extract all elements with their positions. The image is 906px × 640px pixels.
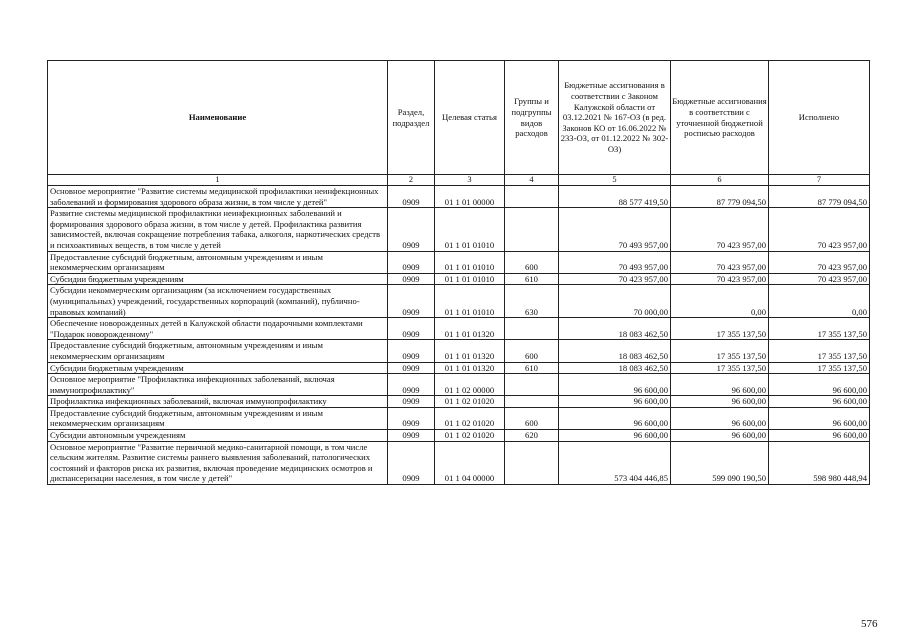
row-name: Основное мероприятие "Развитие первичной медико-санитарной помощи, в том числе сельским жителям. Развитие системы раннего выявления заболеваний, патологических состояний и факторов риска их развития, включая проведение медицинских осмотров и диспансеризации населения, в том числе у детей" (48, 441, 388, 484)
header-target: Целевая статья (435, 61, 505, 175)
column-number: 2 (388, 175, 435, 186)
column-number: 1 (48, 175, 388, 186)
header-budget-refined: Бюджетные ассигнования в соответствии с уточненной бюджетной росписью расходов (671, 61, 769, 175)
row-target: 01 1 04 00000 (435, 441, 505, 484)
row-executed: 70 423 957,00 (769, 273, 870, 285)
table-row (48, 186, 870, 208)
table-row (48, 407, 870, 429)
row-budget-refined: 96 600,00 (671, 407, 769, 429)
column-number: 6 (671, 175, 769, 186)
row-name: Предоставление субсидий бюджетным, автономным учреждениям и иным некоммерческим организациям (48, 340, 388, 362)
row-name: Развитие системы медицинской профилактики неинфекционных заболеваний и формирования здорового образа жизни, в том числе у детей. Профилактика развития зависимостей, включая сокращение потребления табака, алкоголя, наркотических средств и психоактивных веществ, в том числе у детей (48, 208, 388, 251)
row-section: 0909 (388, 208, 435, 251)
row-budget-law: 18 083 462,50 (559, 340, 671, 362)
row-executed: 96 600,00 (769, 396, 870, 408)
row-budget-refined: 96 600,00 (671, 396, 769, 408)
row-group: 630 (505, 285, 559, 318)
table-row (48, 441, 870, 484)
table-row (48, 208, 870, 251)
row-budget-law: 96 600,00 (559, 407, 671, 429)
row-target: 01 1 01 01320 (435, 362, 505, 374)
row-executed: 17 355 137,50 (769, 340, 870, 362)
row-group: 600 (505, 340, 559, 362)
row-group: 600 (505, 251, 559, 273)
row-group (505, 318, 559, 340)
column-number: 4 (505, 175, 559, 186)
row-budget-refined: 17 355 137,50 (671, 340, 769, 362)
row-budget-law: 70 493 957,00 (559, 251, 671, 273)
table-row (48, 374, 870, 396)
row-target: 01 1 01 00000 (435, 186, 505, 208)
column-number: 3 (435, 175, 505, 186)
header-budget-law: Бюджетные ассигнования в соответствии с Законом Калужской области от 03.12.2021 № 167-ОЗ (в ред. Законов КО от 16.06.2022 № 233-ОЗ, от 01.12.2022 № 302-ОЗ) (559, 61, 671, 175)
row-budget-law: 573 404 446,85 (559, 441, 671, 484)
row-target: 01 1 01 01010 (435, 273, 505, 285)
page-number: 576 (861, 618, 878, 630)
row-name: Обеспечение новорожденных детей в Калужской области подарочными комплектами "Подарок новорожденному" (48, 318, 388, 340)
row-budget-law: 18 083 462,50 (559, 362, 671, 374)
header-executed: Исполнено (769, 61, 870, 175)
row-name: Профилактика инфекционных заболеваний, включая иммунопрофилактику (48, 396, 388, 408)
row-budget-law: 96 600,00 (559, 396, 671, 408)
row-group: 610 (505, 273, 559, 285)
table-row (48, 362, 870, 374)
row-executed: 96 600,00 (769, 374, 870, 396)
row-budget-law: 70 423 957,00 (559, 273, 671, 285)
row-section: 0909 (388, 396, 435, 408)
row-budget-refined: 96 600,00 (671, 374, 769, 396)
row-group: 600 (505, 407, 559, 429)
row-section: 0909 (388, 407, 435, 429)
row-section: 0909 (388, 186, 435, 208)
header-name: Наименование (48, 61, 388, 175)
row-budget-refined: 96 600,00 (671, 430, 769, 442)
table-row (48, 430, 870, 442)
row-executed: 17 355 137,50 (769, 362, 870, 374)
row-executed: 0,00 (769, 285, 870, 318)
header-row (48, 61, 870, 175)
row-group (505, 441, 559, 484)
row-group (505, 186, 559, 208)
row-name: Субсидии бюджетным учреждениям (48, 362, 388, 374)
row-name: Субсидии автономным учреждениям (48, 430, 388, 442)
table-row (48, 285, 870, 318)
row-section: 0909 (388, 273, 435, 285)
row-group (505, 208, 559, 251)
row-executed: 87 779 094,50 (769, 186, 870, 208)
row-section: 0909 (388, 285, 435, 318)
row-executed: 70 423 957,00 (769, 208, 870, 251)
row-executed: 598 980 448,94 (769, 441, 870, 484)
row-section: 0909 (388, 340, 435, 362)
column-number: 7 (769, 175, 870, 186)
row-budget-law: 96 600,00 (559, 374, 671, 396)
row-budget-refined: 70 423 957,00 (671, 273, 769, 285)
row-budget-refined: 599 090 190,50 (671, 441, 769, 484)
row-budget-law: 18 083 462,50 (559, 318, 671, 340)
row-section: 0909 (388, 374, 435, 396)
row-executed: 96 600,00 (769, 407, 870, 429)
row-group (505, 396, 559, 408)
row-name: Основное мероприятие "Профилактика инфекционных заболеваний, включая иммунопрофилактику" (48, 374, 388, 396)
column-number-row (48, 175, 870, 186)
header-groups: Группы и подгруппы видов расходов (505, 61, 559, 175)
row-executed: 70 423 957,00 (769, 251, 870, 273)
row-group (505, 374, 559, 396)
row-group: 620 (505, 430, 559, 442)
row-section: 0909 (388, 251, 435, 273)
row-target: 01 1 01 01010 (435, 251, 505, 273)
row-name: Субсидии некоммерческим организациям (за исключением государственных (муниципальных) учреждений, государственных корпораций (компаний), публично-правовых компаний) (48, 285, 388, 318)
row-name: Основное мероприятие "Развитие системы медицинской профилактики неинфекционных заболеваний и формирования здорового образа жизни, в том числе у детей" (48, 186, 388, 208)
budget-table (47, 60, 870, 485)
row-group: 610 (505, 362, 559, 374)
row-section: 0909 (388, 318, 435, 340)
row-budget-law: 96 600,00 (559, 430, 671, 442)
column-number: 5 (559, 175, 671, 186)
row-budget-refined: 70 423 957,00 (671, 251, 769, 273)
row-target: 01 1 02 01020 (435, 430, 505, 442)
row-section: 0909 (388, 441, 435, 484)
row-budget-law: 70 493 957,00 (559, 208, 671, 251)
row-executed: 17 355 137,50 (769, 318, 870, 340)
row-name: Предоставление субсидий бюджетным, автономным учреждениям и иным некоммерческим организациям (48, 251, 388, 273)
header-section: Раздел, подраздел (388, 61, 435, 175)
row-target: 01 1 02 00000 (435, 374, 505, 396)
row-target: 01 1 02 01020 (435, 407, 505, 429)
table-row (48, 318, 870, 340)
row-section: 0909 (388, 362, 435, 374)
row-target: 01 1 01 01320 (435, 318, 505, 340)
row-executed: 96 600,00 (769, 430, 870, 442)
row-budget-refined: 87 779 094,50 (671, 186, 769, 208)
table-row (48, 273, 870, 285)
row-name: Субсидии бюджетным учреждениям (48, 273, 388, 285)
table-row (48, 251, 870, 273)
row-budget-refined: 17 355 137,50 (671, 362, 769, 374)
table-row (48, 396, 870, 408)
row-target: 01 1 01 01320 (435, 340, 505, 362)
row-budget-refined: 70 423 957,00 (671, 208, 769, 251)
row-budget-law: 70 000,00 (559, 285, 671, 318)
row-section: 0909 (388, 430, 435, 442)
row-budget-law: 88 577 419,50 (559, 186, 671, 208)
row-target: 01 1 02 01020 (435, 396, 505, 408)
row-name: Предоставление субсидий бюджетным, автономным учреждениям и иным некоммерческим организациям (48, 407, 388, 429)
row-target: 01 1 01 01010 (435, 208, 505, 251)
row-target: 01 1 01 01010 (435, 285, 505, 318)
table-row (48, 340, 870, 362)
row-budget-refined: 17 355 137,50 (671, 318, 769, 340)
row-budget-refined: 0,00 (671, 285, 769, 318)
